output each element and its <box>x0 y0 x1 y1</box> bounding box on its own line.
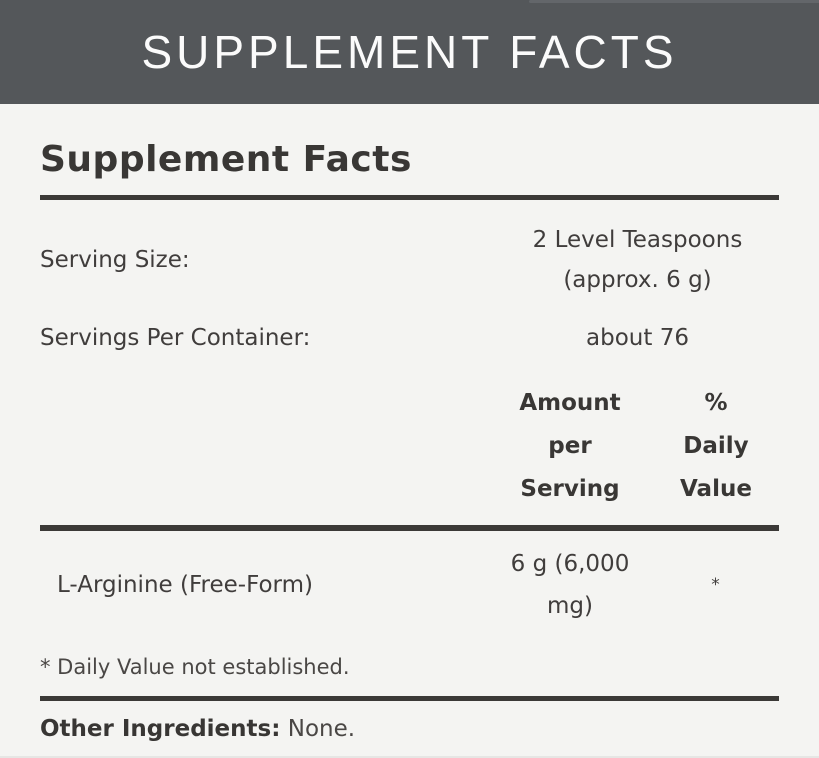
column-headers-row <box>40 382 779 511</box>
banner-top-accent <box>529 0 819 3</box>
page-banner <box>0 0 819 104</box>
daily-value-header-line1: % Daily <box>683 390 749 460</box>
facts-panel <box>0 138 819 743</box>
serving-size-value-line1: 2 Level Teaspoons <box>532 227 743 254</box>
daily-value-header <box>680 382 780 511</box>
amount-header-line1: Amount <box>519 390 621 417</box>
ingredient-name: L-Arginine (Free-Form) <box>57 572 313 599</box>
banner-title: SUPPLEMENT FACTS <box>141 26 678 78</box>
daily-value-header-line2: Value <box>680 476 752 503</box>
amount-header-line2: per <box>548 433 592 460</box>
serving-size-row <box>40 200 779 300</box>
facts-heading: Supplement Facts <box>40 139 412 180</box>
serving-size-value <box>460 220 779 300</box>
ingredient-daily-value: * <box>711 575 720 596</box>
other-ingredients-label: Other Ingredients: <box>40 716 281 743</box>
daily-value-footnote: * Daily Value not established. <box>40 655 350 680</box>
servings-per-container-label: Servings Per Container: <box>40 325 311 352</box>
ingredient-row <box>40 531 779 627</box>
serving-size-value-line2: (approx. 6 g) <box>563 267 712 294</box>
serving-size-label: Serving Size: <box>40 247 190 274</box>
ingredient-amount-line2: mg) <box>547 593 593 620</box>
other-ingredients-row <box>40 715 779 743</box>
divider-bottom <box>40 696 779 701</box>
ingredient-amount-line1: 6 g (6,000 <box>510 551 630 578</box>
servings-per-container-row <box>40 300 779 358</box>
servings-per-container-value: about 76 <box>586 325 689 352</box>
amount-header-line3: Serving <box>520 476 620 503</box>
amount-per-serving-header <box>460 382 680 511</box>
ingredient-amount <box>460 543 680 627</box>
other-ingredients-value: None. <box>287 716 356 743</box>
